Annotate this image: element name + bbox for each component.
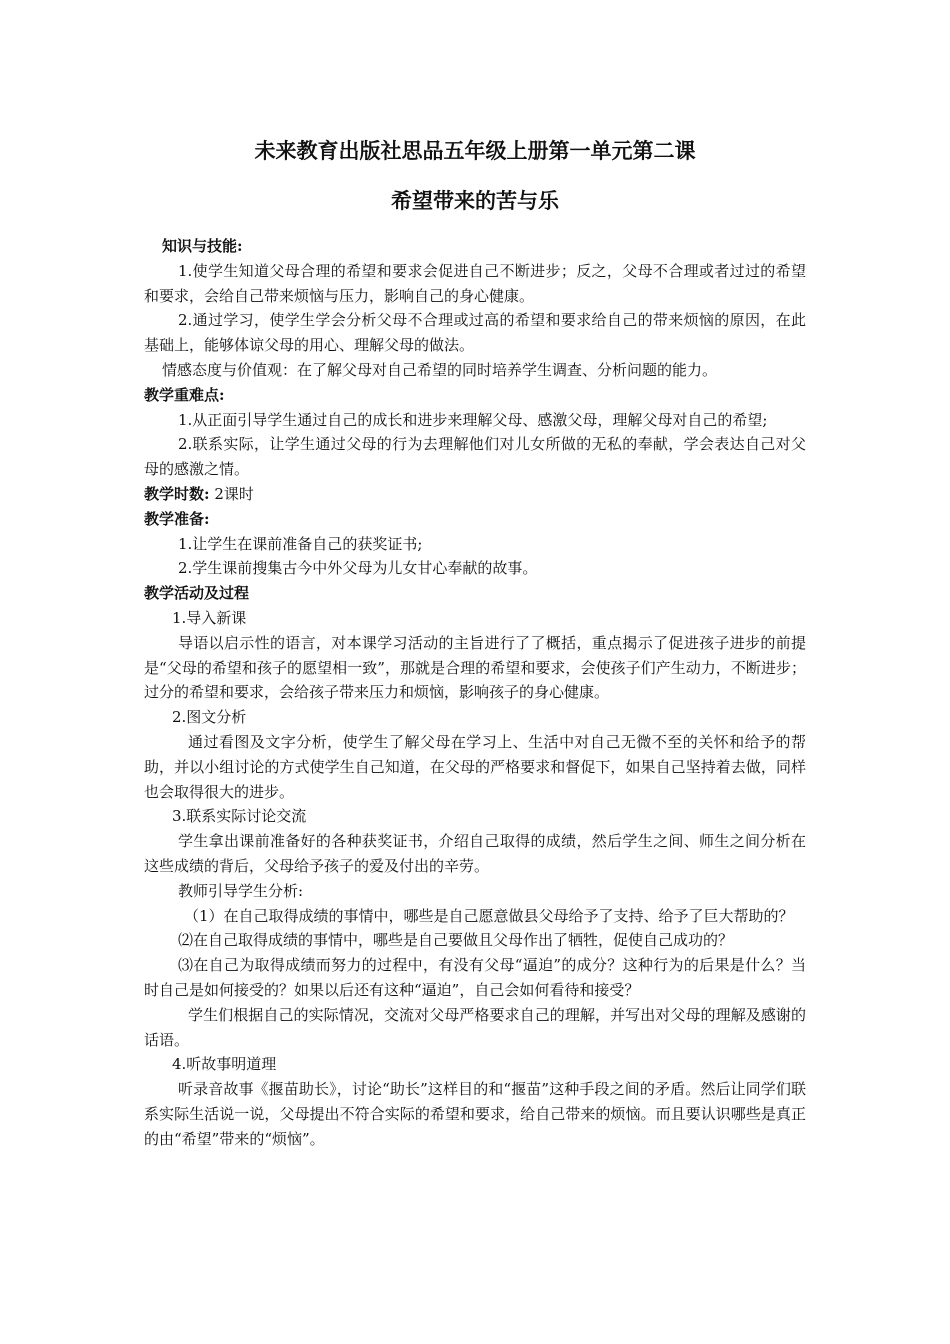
difficulty-item-2: 2.联系实际，让学生通过父母的行为去理解他们对儿女所做的无私的奉献，学会表达自己对父母的感激之情。: [144, 435, 806, 479]
section-2-text: 通过看图及文字分析，使学生了解父母在学习上、生活中对自己无微不至的关怀和给予的帮助，并以小组讨论的方式使学生自己知道，在父母的严格要求和督促下，如果自己坚持着去做，同样也会取得很大的进步。: [144, 732, 806, 801]
section-4-text: 听录音故事《揠苗助长》，讨论“助长”这样目的和“揠苗”这种手段之间的矛盾。然后让同学们联系实际生活说一说，父母提出不符合实际的希望和要求，给自己带来的烦恼。而且要认识哪些是真正的由“希望”带来的“烦恼”。: [144, 1080, 806, 1148]
difficulty-heading: 教学重难点:: [144, 385, 225, 404]
section-3-text: 学生拿出课前准备好的各种获奖证书，介绍自己取得的成绩，然后学生之间、师生之间分析在这些成绩的背后，父母给予孩子的爱及付出的辛劳。: [144, 832, 806, 875]
question-1: （1）在自己取得成绩的事情中，哪些是自己愿意做县父母给予了支持、给予了巨大帮助的？: [184, 906, 794, 925]
teaching-hours: [144, 482, 806, 507]
hours-label: 教学时数:: [144, 484, 210, 503]
section-1-text: 导语以启示性的语言，对本课学习活动的主旨进行了了概括，重点揭示了促进孩子进步的前提是“父母的希望和孩子的愿望相一致”，那就是合理的希望和要求，会使孩子们产生动力，不断进步；过分的希望和要求，会给孩子带来压力和烦恼，影响孩子的身心健康。: [144, 633, 806, 702]
knowledge-item-1: 1.使学生知道父母合理的希望和要求会促进自己不断进步；反之，父母不合理或者过过的希望和要求，会给自己带来烦恼与压力，影响自己的身心健康。: [144, 261, 806, 305]
document-subtitle: 希望带来的苦与乐: [391, 188, 559, 213]
prep-heading: 教学准备:: [144, 509, 210, 528]
prep-item-1: 1.让学生在课前准备自己的获奖证书;: [178, 534, 423, 553]
document-title: 未来教育出版社思品五年级上册第一单元第二课: [254, 138, 696, 163]
document-body: [144, 234, 806, 1151]
prep-item-2: 2.学生课前搜集古今中外父母为儿女甘心奉献的故事。: [178, 559, 538, 578]
section-3-guide: 教师引导学生分析:: [178, 881, 304, 900]
document-content: [144, 132, 806, 1151]
question-2: ⑵在自己取得成绩的事情中，哪些是自己要做且父母作出了牺牲，促使自己成功的？: [178, 931, 734, 950]
section-3-title: 3.联系实际讨论交流: [172, 807, 307, 826]
hours-value: 2课时: [214, 484, 254, 503]
emotion-goal: 情感态度与价值观：在了解父母对自己希望的同时培养学生调查、分析问题的能力。: [162, 360, 718, 379]
difficulty-item-1: 1.从正面引导学生通过自己的成长和进步来理解父母、感激父母，理解父母对自己的希望;: [178, 410, 768, 429]
section-1-title: 1.导入新课: [172, 608, 247, 627]
question-3: ⑶在自己为取得成绩而努力的过程中，有没有父母“逼迫”的成分？这种行为的后果是什么？当时自己是如何接受的？如果以后还有这种“逼迫”，自己会如何看待和接受？: [144, 956, 806, 999]
process-heading: 教学活动及过程: [144, 584, 250, 603]
section-3-end: 学生们根据自己的实际情况，交流对父母严格要求自己的理解，并写出对父母的理解及感谢的话语。: [144, 1005, 806, 1049]
section-2-title: 2.图文分析: [172, 708, 247, 727]
knowledge-item-2: 2.通过学习，使学生学会分析父母不合理或过高的希望和要求给自己的带来烦恼的原因，在此基础上，能够体谅父母的用心、理解父母的做法。: [144, 311, 806, 355]
section-4-title: 4.听故事明道理: [172, 1055, 277, 1074]
knowledge-heading: 知识与技能:: [162, 237, 243, 255]
